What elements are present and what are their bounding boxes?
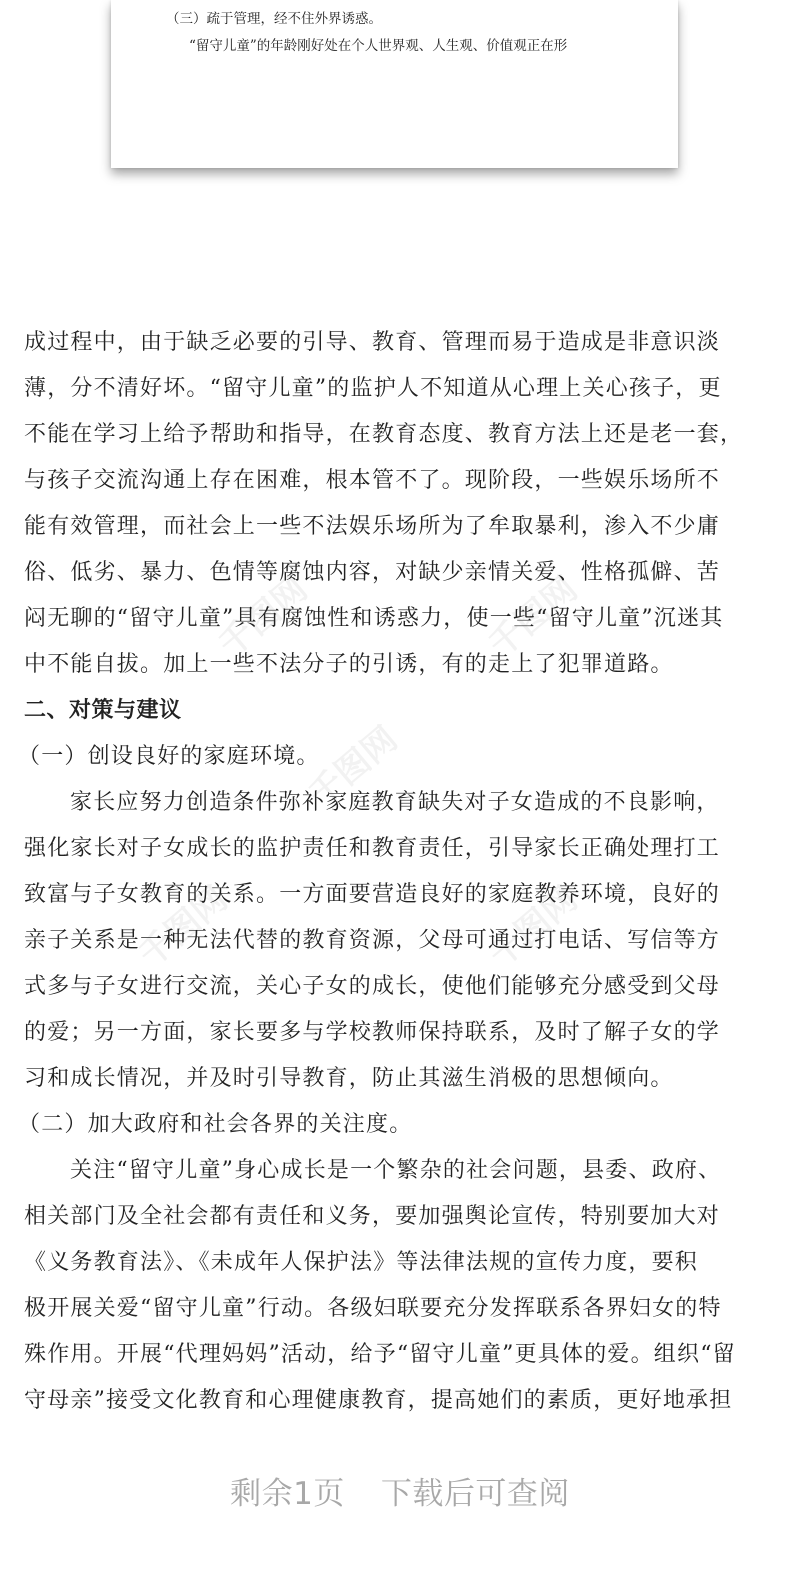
body-text-line: 相关部门及全社会都有责任和义务，要加强舆论宣传，特别要加大对 bbox=[24, 1204, 721, 1229]
subsection-heading: （一）创设良好的家庭环境。 bbox=[18, 744, 320, 769]
body-text-line: 与孩子交流沟通上存在困难，根本管不了。现阶段，一些娱乐场所不 bbox=[24, 468, 721, 493]
body-text-line: 亲子关系是一种无法代替的教育资源，父母可通过打电话、写信等方 bbox=[24, 928, 721, 953]
body-text-line: 习和成长情况，并及时引导教育，防止其滋生消极的思想倾向。 bbox=[24, 1066, 674, 1091]
body-text-line: 强化家长对子女成长的监护责任和教育责任，引导家长正确处理打工 bbox=[24, 836, 721, 861]
body-text-line: 薄，分不清好坏。“留守儿童”的监护人不知道从心理上关心孩子，更 bbox=[24, 376, 722, 401]
download-prompt-label[interactable]: 下载后可查阅 bbox=[380, 1476, 570, 1512]
body-text-line: 致富与子女教育的关系。一方面要营造良好的家庭教养环境，良好的 bbox=[24, 882, 721, 907]
paragraph-first-line: 家长应努力创造条件弥补家庭教育缺失对子女造成的不良影响， bbox=[70, 790, 720, 815]
body-text-line: 殊作用。开展“代理妈妈”活动，给予“留守儿童”更具体的爱。组织“留 bbox=[24, 1342, 736, 1367]
preview-section-heading: （三）疏于管理，经不住外界诱惑。 bbox=[166, 11, 382, 27]
body-text-line: 成过程中，由于缺乏必要的引导、教育、管理而易于造成是非意识淡 bbox=[24, 330, 721, 355]
body-text-line: 极开展关爱“留守儿童”行动。各级妇联要充分发挥联系各界妇女的特 bbox=[24, 1296, 722, 1321]
remaining-pages-label: 剩余1页 bbox=[230, 1476, 345, 1512]
body-text-line: 能有效管理，而社会上一些不法娱乐场所为了牟取暴利，渗入不少庸 bbox=[24, 514, 721, 539]
body-text-line: 的爱；另一方面，家长要多与学校教师保持联系，及时了解子女的学 bbox=[24, 1020, 721, 1045]
document-body bbox=[18, 320, 784, 1424]
watermark: 千图网 bbox=[481, 879, 586, 976]
preview-paragraph: “留守儿童”的年龄刚好处在个人世界观、人生观、价值观正在形 bbox=[189, 38, 568, 54]
watermark: 千图网 bbox=[131, 879, 236, 976]
body-text-line: 不能在学习上给予帮助和指导，在教育态度、教育方法上还是老一套， bbox=[24, 422, 744, 447]
subsection-heading: （二）加大政府和社会各界的关注度。 bbox=[18, 1112, 413, 1137]
watermark: 千图网 bbox=[211, 569, 316, 666]
body-text-line: 守母亲”接受文化教育和心理健康教育，提高她们的素质，更好地承担 bbox=[24, 1388, 733, 1413]
watermark: 千图网 bbox=[481, 569, 586, 666]
body-text-line: 式多与子女进行交流，关心子女的成长，使他们能够充分感受到父母 bbox=[24, 974, 721, 999]
remaining-pages-banner[interactable] bbox=[0, 1468, 800, 1513]
section-heading: 二、对策与建议 bbox=[24, 698, 182, 723]
body-text-line: 《义务教育法》、《未成年人保护法》等法律法规的宣传力度，要积 bbox=[24, 1250, 699, 1275]
watermark: 千图网 bbox=[301, 719, 406, 816]
page-preview-card bbox=[111, 0, 678, 168]
paragraph-first-line: 关注“留守儿童”身心成长是一个繁杂的社会问题，县委、政府、 bbox=[70, 1158, 722, 1183]
body-text-line: 中不能自拔。加上一些不法分子的引诱，有的走上了犯罪道路。 bbox=[24, 652, 674, 677]
body-text-line: 闷无聊的“留守儿童”具有腐蚀性和诱惑力，使一些“留守儿童”沉迷其 bbox=[24, 606, 724, 631]
body-text-line: 俗、低劣、暴力、色情等腐蚀内容，对缺少亲情关爱、性格孤僻、苦 bbox=[24, 560, 721, 585]
